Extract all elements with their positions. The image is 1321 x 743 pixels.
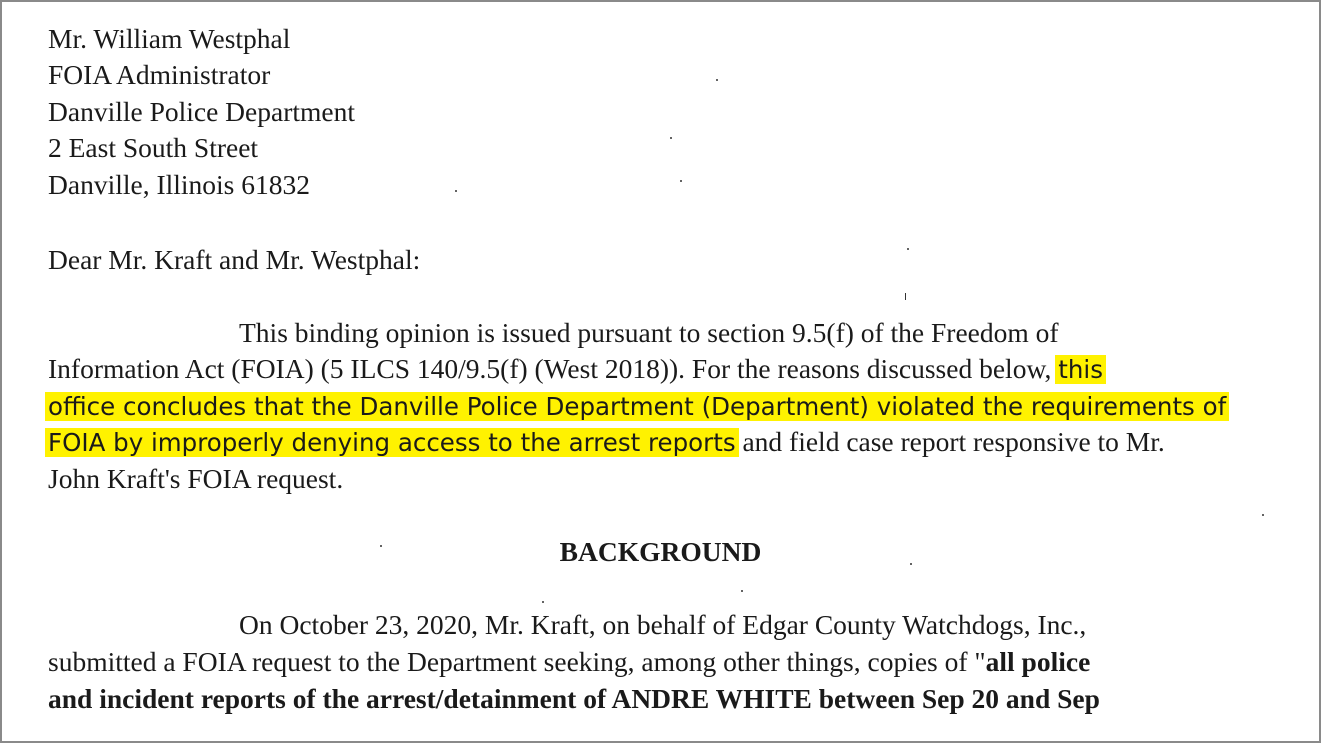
scan-speck	[670, 137, 672, 139]
highlighted-text: this	[1055, 355, 1106, 384]
section-heading-background: BACKGROUND	[559, 536, 762, 567]
address-department: Danville Police Department	[48, 96, 355, 127]
intro-line-2-text: Information Act (FOIA) (5 ILCS 140/9.5(f) (West 2018)). For the reasons discussed below,	[48, 353, 1052, 384]
scan-speck	[380, 545, 382, 547]
background-line-2	[48, 645, 1090, 681]
scan-speck	[1262, 514, 1264, 516]
address-name: Mr. William Westphal	[48, 23, 291, 54]
background-line-2-bold: all police	[985, 646, 1091, 677]
scan-speck	[741, 590, 743, 592]
scan-speck	[905, 293, 906, 300]
scan-speck	[680, 180, 682, 182]
highlighted-text: office concludes that the Danville Police Department (Department) violated the requirements of	[45, 392, 1229, 421]
intro-line-3	[48, 389, 1226, 425]
address-title: FOIA Administrator	[48, 59, 271, 90]
intro-line-4	[48, 425, 1165, 461]
intro-line-2	[48, 352, 1103, 388]
intro-line-1: This binding opinion is issued pursuant to section 9.5(f) of the Freedom of	[239, 317, 1059, 348]
scan-speck	[907, 248, 909, 250]
intro-line-5: John Kraft's FOIA request.	[48, 463, 344, 494]
background-line-1: On October 23, 2020, Mr. Kraft, on behalf of Edgar County Watchdogs, Inc.,	[239, 609, 1087, 640]
background-line-3: and incident reports of the arrest/detainment of ANDRE WHITE between Sep 20 and Sep	[48, 683, 1100, 714]
highlighted-text: FOIA by improperly denying access to the arrest reports	[45, 428, 739, 457]
salutation: Dear Mr. Kraft and Mr. Westphal:	[48, 244, 421, 275]
scan-speck	[910, 563, 912, 565]
intro-line-4-text: and field case report responsive to Mr.	[735, 426, 1165, 457]
scan-speck	[716, 79, 718, 81]
background-line-2-text: submitted a FOIA request to the Department seeking, among other things, copies of "	[48, 646, 986, 677]
scan-speck	[455, 190, 457, 192]
scan-speck	[542, 601, 544, 603]
address-street: 2 East South Street	[48, 132, 259, 163]
address-city: Danville, Illinois 61832	[48, 169, 310, 200]
